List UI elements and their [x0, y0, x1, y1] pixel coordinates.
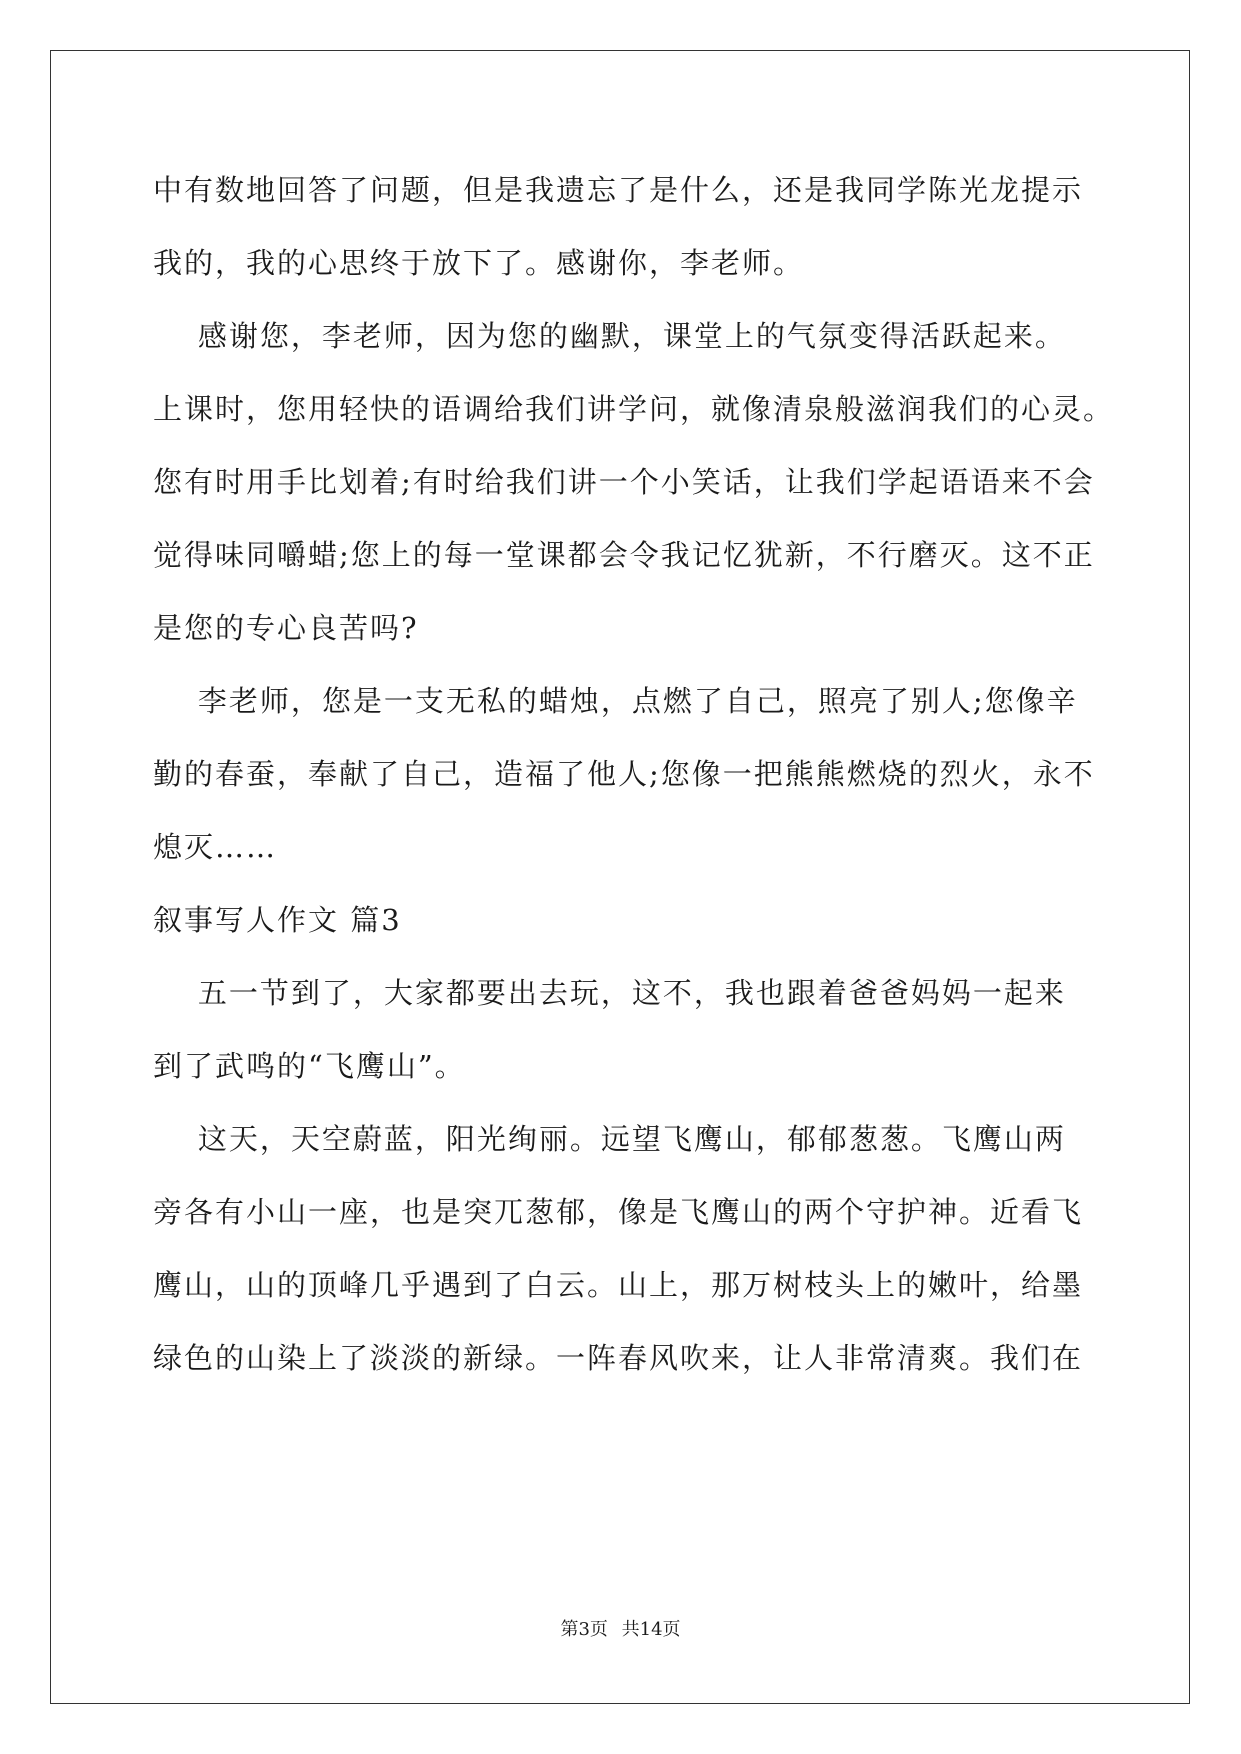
text-line: 中有数地回答了问题，但是我遗忘了是什么，还是我同学陈光龙提示	[153, 173, 1084, 207]
text-line: 是您的专心良苦吗?	[153, 611, 419, 645]
text-line: 我的，我的心思终于放下了。感谢你，李老师。	[153, 246, 805, 280]
page-border	[50, 50, 1190, 1704]
text-line: 李老师，您是一支无私的蜡烛，点燃了自己，照亮了别人;您像辛	[153, 684, 1078, 718]
text-line: 熄灭……	[153, 830, 278, 864]
text-line: 这天，天空蔚蓝，阳光绚丽。远望飞鹰山，郁郁葱葱。飞鹰山两	[153, 1122, 1066, 1156]
text-line: 到了武鸣的“飞鹰山”。	[153, 1049, 466, 1083]
text-line: 鹰山，山的顶峰几乎遇到了白云。山上，那万树枝头上的嫩叶，给墨	[153, 1268, 1084, 1302]
text-line: 绿色的山染上了淡淡的新绿。一阵春风吹来，让人非常清爽。我们在	[153, 1341, 1084, 1375]
text-line: 旁各有小山一座，也是突兀葱郁，像是飞鹰山的两个守护神。近看飞	[153, 1195, 1084, 1229]
text-line: 五一节到了，大家都要出去玩，这不，我也跟着爸爸妈妈一起来	[153, 976, 1066, 1010]
section-heading: 叙事写人作文 篇3	[153, 903, 402, 937]
text-line: 勤的春蚕，奉献了自己，造福了他人;您像一把熊熊燃烧的烈火，永不	[153, 757, 1095, 791]
text-line: 您有时用手比划着;有时给我们讲一个小笑话，让我们学起语语来不会	[153, 465, 1095, 499]
page-footer	[0, 1618, 1241, 1642]
text-line: 上课时，您用轻快的语调给我们讲学问，就像清泉般滋润我们的心灵。	[153, 392, 1115, 426]
text-line: 觉得味同嚼蜡;您上的每一堂课都会令我记忆犹新，不行磨灭。这不正	[153, 538, 1095, 572]
page-number: 第3页	[560, 1619, 608, 1640]
text-line: 感谢您，李老师，因为您的幽默，课堂上的气氛变得活跃起来。	[153, 319, 1066, 353]
page-total: 共14页	[621, 1619, 681, 1640]
